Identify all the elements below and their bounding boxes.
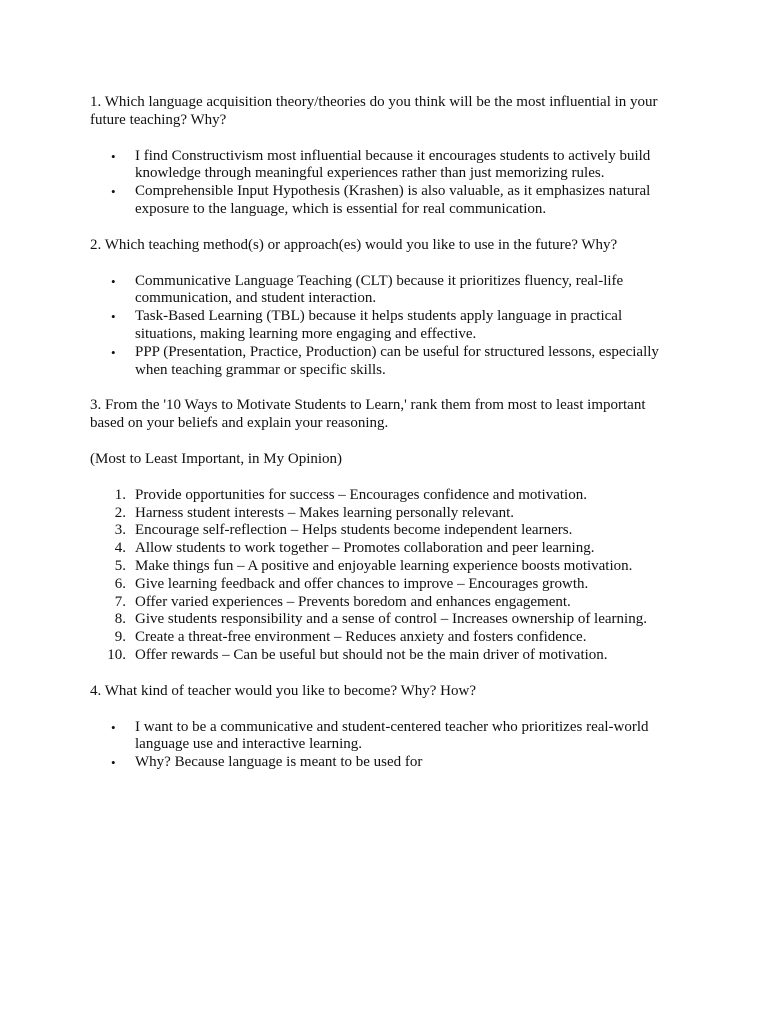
answer-2-list: [90, 273, 680, 380]
bullet-icon: •: [111, 273, 116, 289]
list-item: • I find Constructivism most influential because it encourages students to actively build knowledge through meaningful experiences rather than just memorizing rules.: [111, 147, 651, 182]
item-number: 8.: [114, 611, 126, 628]
item-number: 2.: [114, 504, 126, 521]
list-item: 9. Create a threat-free environment – Reduces anxiety and fosters confidence.: [90, 629, 680, 647]
item-number: 4.: [114, 540, 126, 557]
list-item: • Comprehensible Input Hypothesis (Krashen) is also valuable, as it emphasizes natural exposure to the language, which is essential for real communication.: [111, 183, 651, 217]
list-item: • PPP (Presentation, Practice, Production) can be useful for structured lessons, especially when teaching grammar or specific skills.: [111, 343, 659, 378]
question-2: 2. Which teaching method(s) or approach(es) would you like to use in the future? Why?: [90, 236, 618, 253]
answer-1-list: [90, 148, 680, 219]
list-item: 1. Provide opportunities for success – Encourages confidence and motivation.: [90, 487, 680, 505]
question-3: 3. From the '10 Ways to Motivate Students to Learn,' rank them from most to least important based on your beliefs and explain your reasoning.: [90, 397, 646, 432]
list-item: • Task-Based Learning (TBL) because it helps students apply language in practical situations, making learning more engaging and effective.: [111, 308, 623, 342]
list-item: 2. Harness student interests – Makes learning personally relevant.: [90, 505, 680, 523]
list-item: • I want to be a communicative and student-centered teacher who prioritizes real-world language use and interactive learning.: [111, 718, 649, 753]
list-item: 5. Make things fun – A positive and enjoyable learning experience boosts motivation.: [90, 558, 680, 576]
bullet-icon: •: [111, 719, 116, 735]
answer-3-ranked-list: [90, 487, 680, 665]
item-number: 9.: [114, 629, 126, 646]
bullet-icon: •: [111, 344, 116, 360]
item-number: 10.: [107, 646, 126, 663]
question-4: 4. What kind of teacher would you like to become? Why? How?: [90, 682, 476, 699]
item-number: 7.: [114, 593, 126, 610]
answer-4-list: [90, 719, 680, 772]
item-number: 6.: [114, 575, 126, 592]
list-item: 3. Encourage self-reflection – Helps students become independent learners.: [90, 522, 680, 540]
list-item: 7. Offer varied experiences – Prevents boredom and enhances engagement.: [90, 594, 680, 612]
ranking-subheading: (Most to Least Important, in My Opinion): [90, 450, 343, 467]
list-item: 8. Give students responsibility and a sense of control – Increases ownership of learning.: [90, 611, 680, 629]
list-item: • Why? Because language is meant to be used for: [111, 754, 423, 771]
bullet-icon: •: [111, 309, 116, 325]
bullet-icon: •: [111, 148, 116, 164]
item-number: 3.: [114, 522, 126, 539]
item-number: 5.: [114, 557, 126, 574]
question-1: 1. Which language acquisition theory/theories do you think will be the most influential in your future teaching? Why?: [90, 94, 658, 128]
list-item: • Communicative Language Teaching (CLT) because it prioritizes fluency, real-life communication, and student interaction.: [111, 272, 624, 307]
list-item: 6. Give learning feedback and offer chances to improve – Encourages growth.: [90, 576, 680, 594]
list-item: 4. Allow students to work together – Promotes collaboration and peer learning.: [90, 540, 680, 558]
bullet-icon: •: [111, 184, 116, 200]
bullet-icon: •: [111, 755, 116, 771]
item-number: 1.: [114, 486, 126, 503]
document-page: [90, 94, 680, 790]
list-item: 10. Offer rewards – Can be useful but should not be the main driver of motivation.: [90, 647, 680, 665]
